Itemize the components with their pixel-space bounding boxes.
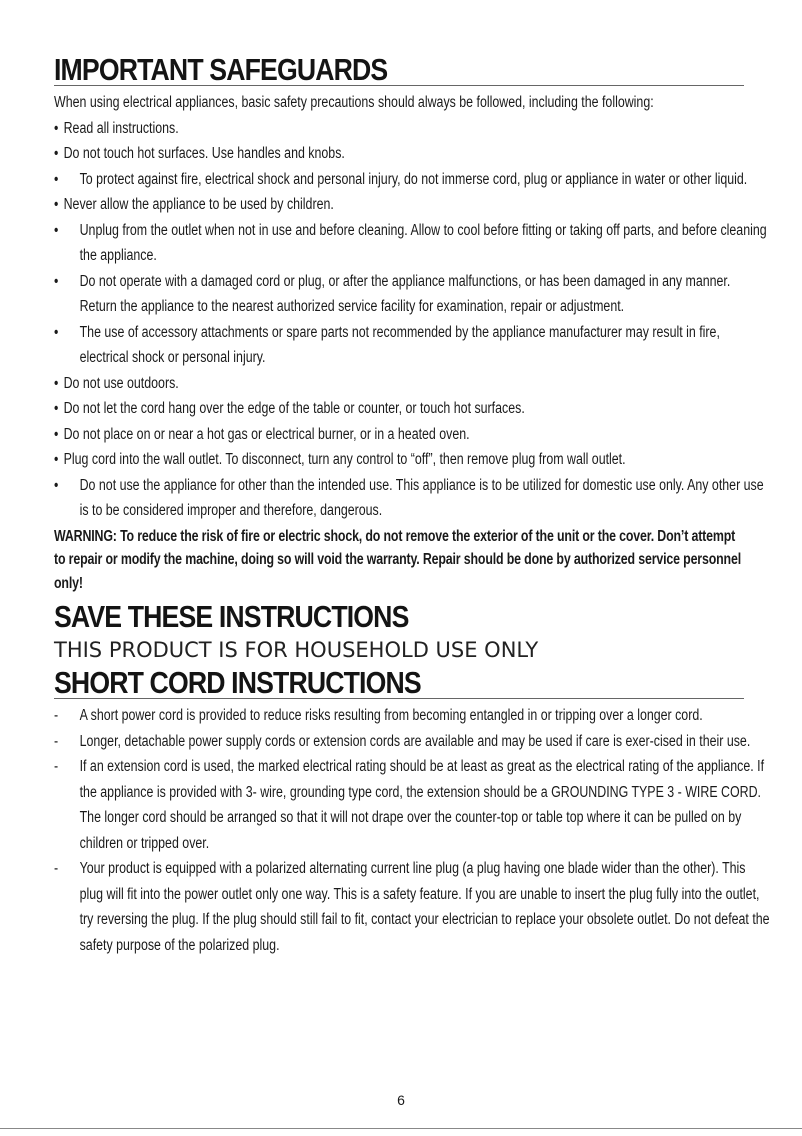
short-cord-item: - A short power cord is provided to reduce risks resulting from becoming entangled in or tripping over a longer cord. bbox=[54, 707, 703, 724]
short-cord-item: - Longer, detachable power supply cords or extension cords are available and may be used if care is exer-cised in their use. bbox=[54, 732, 751, 750]
safeguard-item: • Plug cord into the wall outlet. To disconnect, turn any control to “off”, then remove plug from wall outlet. bbox=[54, 451, 626, 468]
safeguard-item: • Do not operate with a damaged cord or plug, or after the appliance malfunctions, or has been damaged in any manner. Return the appliance to the nearest authorized service facility for examination, repair or adjustment. bbox=[54, 272, 731, 315]
safeguard-item: • Do not touch hot surfaces. Use handles and knobs. bbox=[54, 145, 345, 162]
page-number: 6 bbox=[397, 1092, 405, 1108]
safeguard-item: • Do not place on or near a hot gas or electrical burner, or in a heated oven. bbox=[54, 425, 470, 443]
safeguard-item: • Do not use the appliance for other than the intended use. This appliance is to be utilized for domestic use only. Any other use is to be considered improper and therefore, dangerous. bbox=[54, 476, 764, 519]
safeguards-list bbox=[54, 116, 767, 524]
short-cord-item: - If an extension cord is used, the marked electrical rating should be at least as great as the electrical rating of the appliance. If the appliance is provided with 3- wire, grounding type cord, the extension should be a GROUNDING TYPE 3 - WIRE CORD. The longer cord should be arranged so that it will not drape over the counter-top or table top where it can be pulled on by children or tripped over. bbox=[54, 758, 765, 852]
household-use-subtitle: THIS PRODUCT IS FOR HOUSEHOLD USE ONLY bbox=[54, 638, 539, 662]
save-instructions-title: SAVE THESE INSTRUCTIONS bbox=[54, 599, 409, 634]
footer-rule bbox=[0, 1128, 802, 1129]
manual-page bbox=[54, 52, 770, 958]
safeguard-item: • Never allow the appliance to be used by children. bbox=[54, 196, 334, 213]
safeguard-item: • Unplug from the outlet when not in use and before cleaning. Allow to cool before fitting or taking off parts, and before cleaning the appliance. bbox=[54, 221, 767, 264]
safeguard-item: • Read all instructions. bbox=[54, 119, 179, 137]
safeguards-title: IMPORTANT SAFEGUARDS bbox=[54, 52, 388, 87]
safeguard-item: • Do not use outdoors. bbox=[54, 374, 179, 392]
safeguards-intro: When using electrical appliances, basic safety precautions should always be followed, including the following: bbox=[54, 94, 654, 111]
short-cord-item: - Your product is equipped with a polarized alternating current line plug (a plug having one blade wider than the other). This plug will fit into the power outlet only one way. This is a safety feature. If you are unable to insert the plug fully into the outlet, try reversing the plug. If the plug should still fail to fit, contact your electrician to replace your obsolete outlet. Do not defeat the safety purpose of the polarized plug. bbox=[54, 860, 770, 954]
warning-text: WARNING: To reduce the risk of fire or electric shock, do not remove the exterior of the unit or the cover. Don’t attempt to repair or modify the machine, doing so will void the warranty. Repair should be done by authorized service personnel only! bbox=[54, 527, 741, 592]
short-cord-list bbox=[54, 703, 770, 958]
safeguard-item: • The use of accessory attachments or spare parts not recommended by the appliance manufacturer may result in fire, electrical shock or personal injury. bbox=[54, 323, 720, 366]
safeguard-item: • To protect against fire, electrical shock and personal injury, do not immerse cord, plug or appliance in water or other liquid. bbox=[54, 170, 748, 188]
short-cord-title: SHORT CORD INSTRUCTIONS bbox=[54, 665, 421, 700]
safeguard-item: • Do not let the cord hang over the edge of the table or counter, or touch hot surfaces. bbox=[54, 400, 525, 417]
